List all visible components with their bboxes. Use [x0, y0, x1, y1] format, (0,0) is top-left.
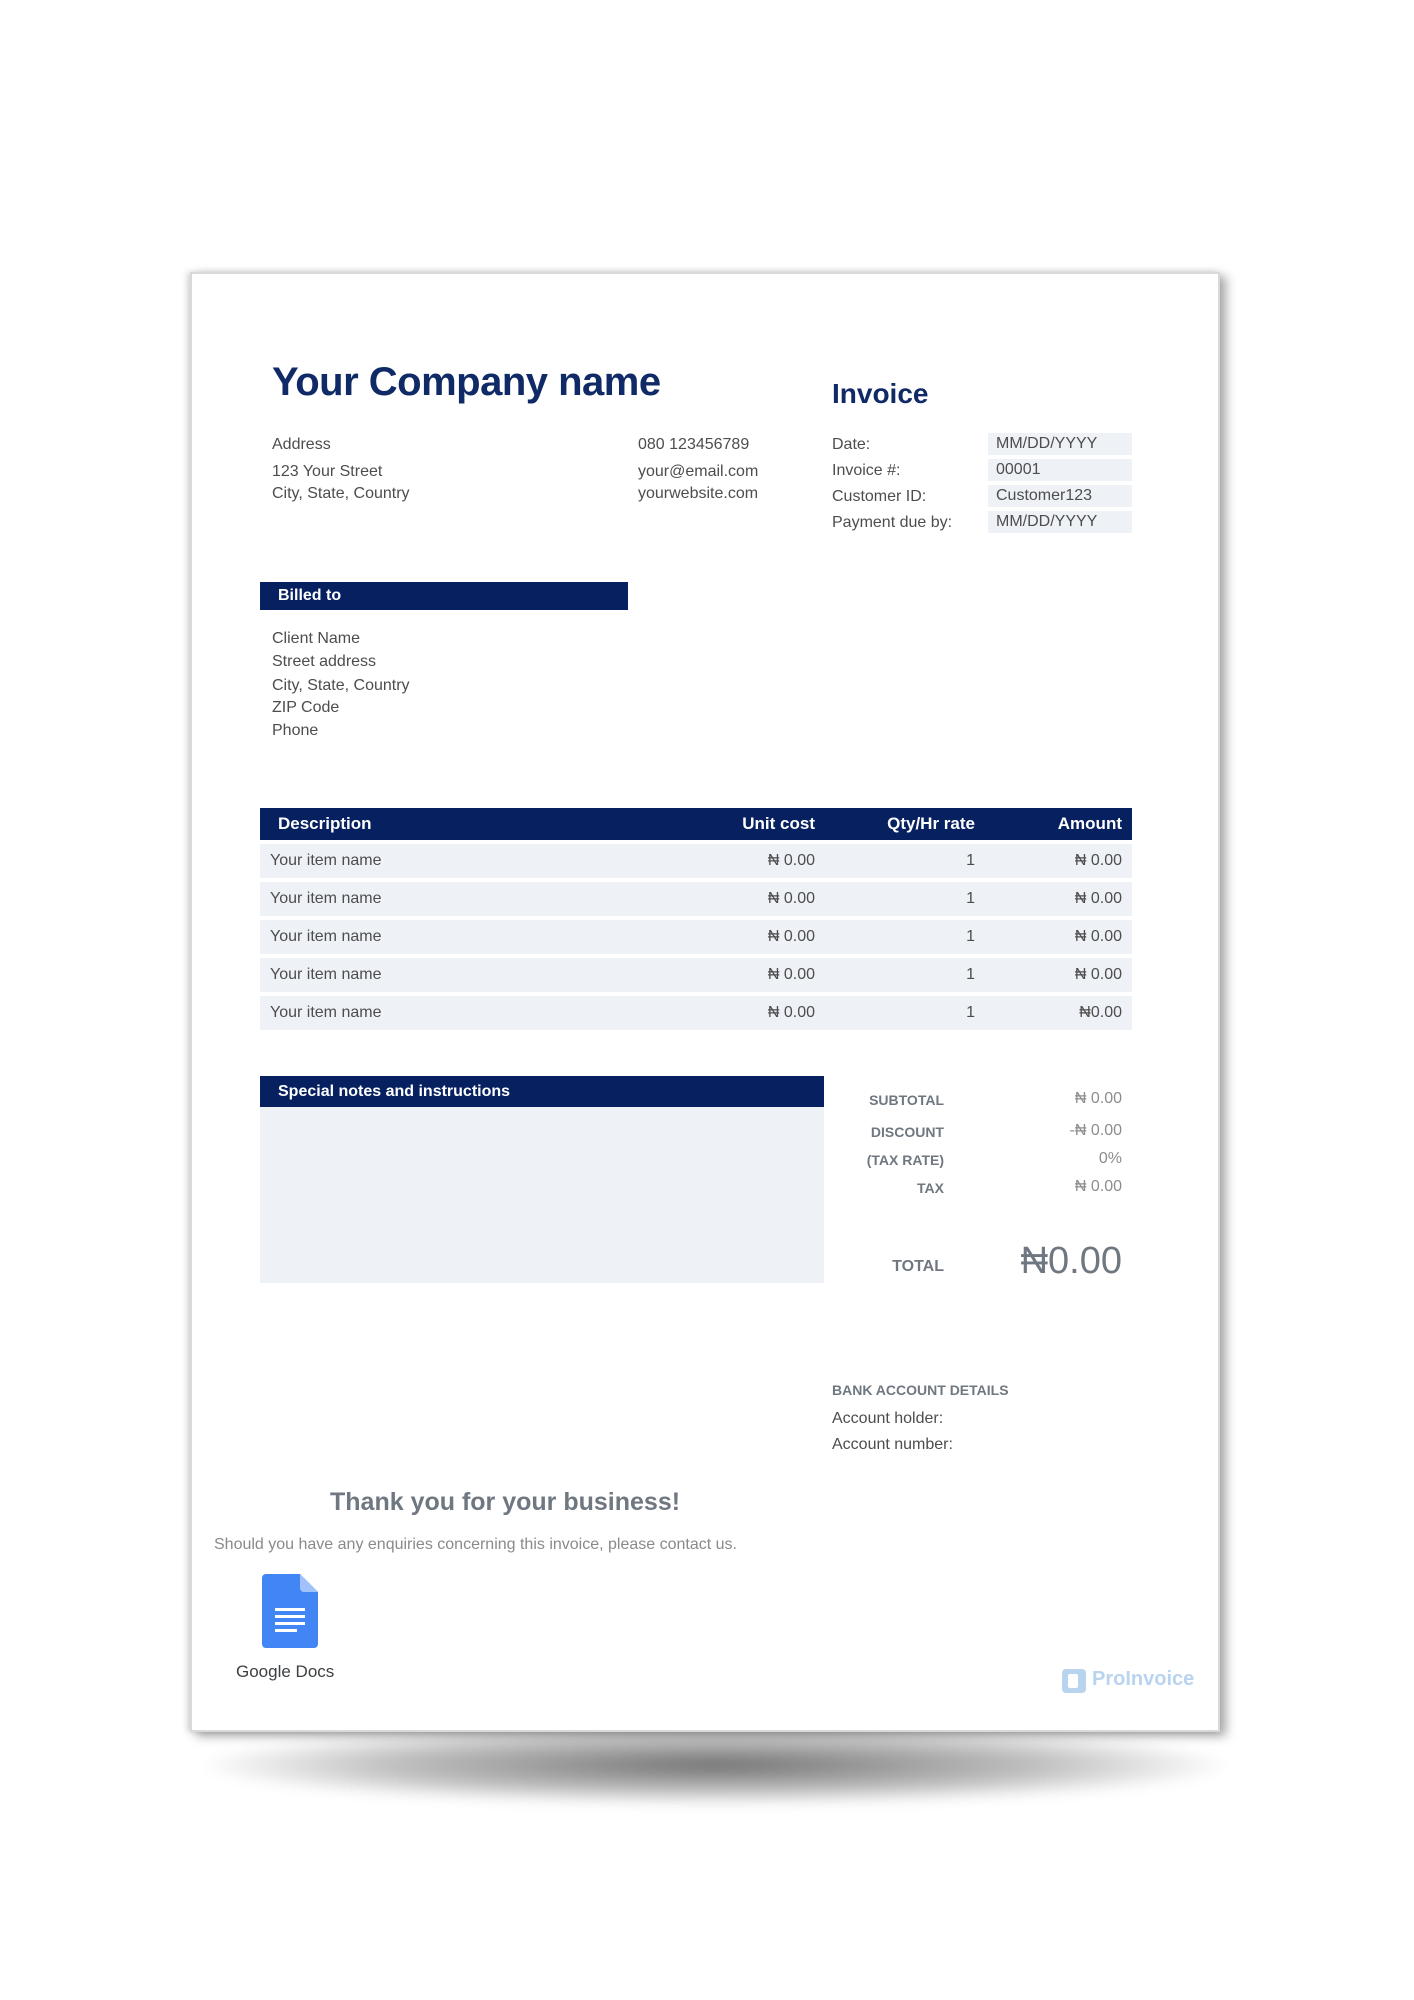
- tax-rate-label: (TAX RATE): [866, 1152, 944, 1168]
- meta-label-invoice-number: Invoice #:: [832, 462, 901, 479]
- row-qty: 1: [966, 890, 975, 907]
- company-city: City, State, Country: [272, 485, 410, 502]
- discount-label: DISCOUNT: [870, 1124, 944, 1140]
- table-row: [260, 958, 1132, 992]
- row-unit-cost: ₦ 0.00: [767, 852, 815, 869]
- notes-heading: Special notes and instructions: [260, 1076, 824, 1108]
- meta-label-payment-due: Payment due by:: [832, 514, 953, 531]
- invoice-page: [190, 272, 1220, 1732]
- billed-to-line: Client Name: [272, 630, 361, 647]
- table-row: [260, 920, 1132, 954]
- billed-to-line: City, State, Country: [272, 677, 410, 694]
- row-description: Your item name: [270, 1004, 382, 1021]
- billed-to-line: Street address: [272, 653, 377, 670]
- company-email: your@email.com: [638, 463, 759, 480]
- bank-details-heading: BANK ACCOUNT DETAILS: [832, 1382, 1009, 1398]
- google-docs-label: Google Docs: [236, 1662, 335, 1681]
- row-amount: ₦ 0.00: [1074, 966, 1122, 983]
- header-amount: Amount: [1057, 814, 1122, 833]
- table-row: [260, 882, 1132, 916]
- row-description: Your item name: [270, 890, 382, 907]
- row-description: Your item name: [270, 928, 382, 945]
- row-amount: ₦ 0.00: [1074, 928, 1122, 945]
- header-unit-cost: Unit cost: [742, 814, 815, 833]
- discount-value: -₦ 0.00: [1069, 1122, 1122, 1139]
- meta-label-date: Date:: [832, 436, 871, 453]
- proinvoice-icon: [1062, 1669, 1086, 1693]
- header-description: Description: [278, 814, 372, 833]
- meta-value-invoice-number: 00001: [988, 459, 1132, 481]
- subtotal-label: SUBTOTAL: [869, 1092, 944, 1108]
- company-address-label: Address: [272, 436, 331, 453]
- page-shadow: [205, 1725, 1225, 1805]
- row-amount: ₦ 0.00: [1074, 852, 1122, 869]
- company-website: yourwebsite.com: [638, 485, 759, 502]
- table-header: [260, 808, 1132, 840]
- total-label: TOTAL: [892, 1258, 944, 1275]
- meta-value-date: MM/DD/YYYY: [988, 433, 1132, 455]
- row-unit-cost: ₦ 0.00: [767, 890, 815, 907]
- notes-box[interactable]: [260, 1107, 824, 1283]
- header-qty: Qty/Hr rate: [887, 814, 975, 833]
- row-qty: 1: [966, 966, 975, 983]
- tax-value: ₦ 0.00: [1074, 1178, 1122, 1195]
- row-qty: 1: [966, 928, 975, 945]
- google-docs-icon: [262, 1574, 318, 1648]
- row-unit-cost: ₦ 0.00: [767, 1004, 815, 1021]
- invoice-title: Invoice: [832, 378, 929, 409]
- company-name: Your Company name: [272, 360, 661, 404]
- tax-label: TAX: [917, 1180, 944, 1196]
- row-amount: ₦0.00: [1079, 1004, 1122, 1021]
- row-amount: ₦ 0.00: [1074, 890, 1122, 907]
- row-description: Your item name: [270, 966, 382, 983]
- account-holder-label: Account holder:: [832, 1410, 944, 1427]
- table-row: [260, 844, 1132, 878]
- meta-label-customer-id: Customer ID:: [832, 488, 927, 505]
- table-row: [260, 996, 1132, 1030]
- row-unit-cost: ₦ 0.00: [767, 966, 815, 983]
- meta-value-customer-id: Customer123: [988, 485, 1132, 507]
- enquiry-text: Should you have any enquiries concerning this invoice, please contact us.: [214, 1536, 737, 1553]
- thank-you-text: Thank you for your business!: [330, 1488, 681, 1516]
- row-description: Your item name: [270, 852, 382, 869]
- google-docs-badge: [224, 1574, 356, 1702]
- proinvoice-logo: [1062, 1666, 1202, 1696]
- meta-value-payment-due: MM/DD/YYYY: [988, 511, 1132, 533]
- company-phone: 080 123456789: [638, 436, 750, 453]
- row-unit-cost: ₦ 0.00: [767, 928, 815, 945]
- subtotal-value: ₦ 0.00: [1074, 1090, 1122, 1107]
- total-value: ₦0.00: [1020, 1240, 1122, 1282]
- company-street: 123 Your Street: [272, 463, 383, 480]
- row-qty: 1: [966, 1004, 975, 1021]
- row-qty: 1: [966, 852, 975, 869]
- billed-to-line: Phone: [272, 722, 319, 739]
- account-number-label: Account number:: [832, 1436, 953, 1453]
- billed-to-heading: Billed to: [260, 582, 628, 610]
- items-table: [260, 808, 1132, 1030]
- billed-to-line: ZIP Code: [272, 699, 340, 716]
- proinvoice-brand: ProInvoice: [1092, 1668, 1195, 1690]
- tax-rate-value: 0%: [1098, 1150, 1122, 1167]
